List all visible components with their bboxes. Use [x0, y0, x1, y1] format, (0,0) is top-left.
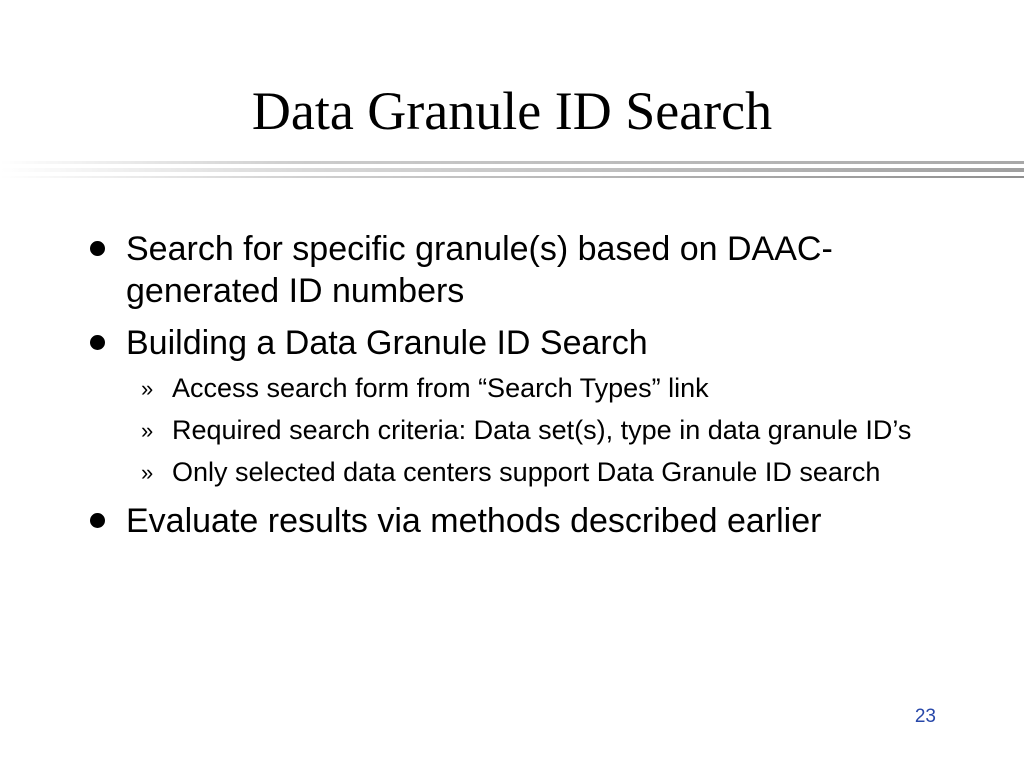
bullet-dot-icon [90, 513, 105, 528]
bullet-item [90, 322, 950, 364]
bullet-text: Building a Data Granule ID Search [126, 324, 648, 362]
title-divider [0, 168, 1024, 172]
subbullet-item [90, 455, 950, 490]
title-divider [0, 176, 1024, 178]
subbullet-marker-icon: » [141, 418, 154, 443]
slide-content [90, 228, 950, 542]
bullet-text: Search for specific granule(s) based on DAAC-generated ID numbers [126, 230, 833, 310]
slide-title: Data Granule ID Search [251, 81, 773, 141]
subbullet-marker-icon: » [141, 376, 154, 401]
bullet-item [90, 500, 950, 542]
subbullet-marker-icon: » [141, 460, 154, 485]
bullet-item [90, 228, 950, 312]
subbullet-text: Only selected data centers support Data Granule ID search [172, 457, 881, 487]
page-number: 23 [914, 706, 936, 727]
bullet-dot-icon [90, 335, 105, 350]
title-divider [0, 161, 1024, 164]
bullet-text: Evaluate results via methods described earlier [126, 502, 822, 540]
subbullet-item [90, 413, 950, 448]
subbullet-text: Required search criteria: Data set(s), type in data granule ID’s [172, 415, 912, 445]
subbullet-item [90, 371, 950, 406]
subbullet-text: Access search form from “Search Types” link [172, 373, 709, 403]
subbullet-list [90, 371, 950, 490]
bullet-dot-icon [90, 241, 105, 256]
